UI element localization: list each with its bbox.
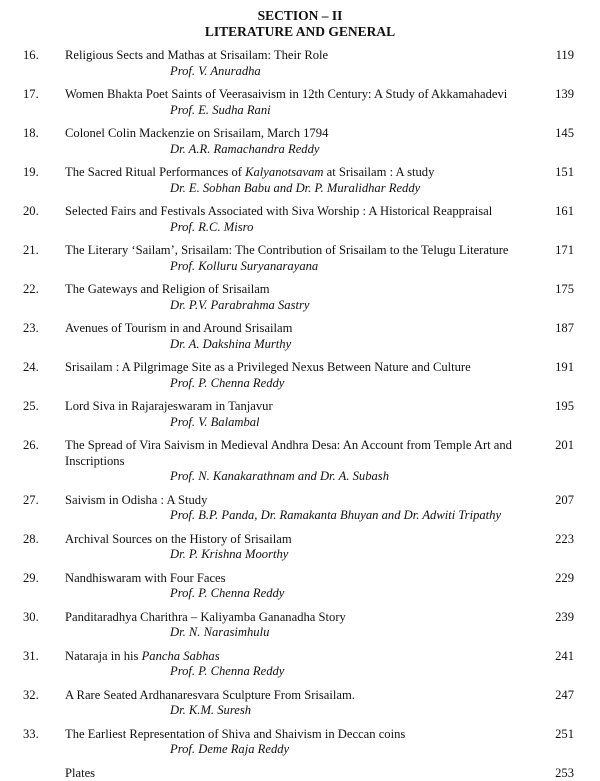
entry-title-text: The Gateways and Religion of Srisailam [65,282,270,296]
toc-entry [0,688,600,719]
toc-entry [0,438,600,485]
entry-title-pre: Nataraja in his [65,649,142,663]
entry-title-text: Srisailam : A Pilgrimage Site as a Privileged Nexus Between Nature and Culture [65,360,471,374]
entry-title-text: Panditaradhya Charithra – Kaliyamba Gananadha Story [65,610,346,624]
entry-page-number: 229 [555,571,574,587]
entry-title-text: Avenues of Tourism in and Around Srisailam [65,321,292,335]
entry-number: 17. [23,87,39,103]
entry-author: Prof. B.P. Panda, Dr. Ramakanta Bhuyan and Dr. Adwiti Tripathy [170,508,535,524]
toc-entry [0,282,600,313]
toc-entry [0,532,600,563]
entry-number: 20. [23,204,39,220]
entry-title [65,571,535,602]
toc-entry [0,493,600,524]
entry-title [65,48,535,79]
entry-page-number: 251 [555,727,574,743]
entry-author: Dr. K.M. Suresh [170,703,535,719]
entry-number: 18. [23,126,39,142]
entry-title [65,493,535,524]
entry-title-em: Pancha Sabhas [142,649,220,663]
toc-entry [0,610,600,641]
entry-title [65,204,535,235]
entry-title-text: Selected Fairs and Festivals Associated with Siva Worship : A Historical Reappraisal [65,204,492,218]
entry-title [65,399,535,430]
entry-title-text: The Spread of Vira Saivism in Medieval Andhra Desa: An Account from Temple Art and Inscriptions [65,438,512,468]
entry-author: Dr. E. Sobhan Babu and Dr. P. Muralidhar Reddy [170,181,535,197]
entry-number: 33. [23,727,39,743]
toc-entry [0,571,600,602]
entry-author: Prof. P. Chenna Reddy [170,376,535,392]
entry-number: 25. [23,399,39,415]
toc-entry [0,727,600,758]
entry-author: Prof. P. Chenna Reddy [170,586,535,602]
entry-page-number: 201 [555,438,574,454]
entry-number: 28. [23,532,39,548]
entry-number: 30. [23,610,39,626]
entry-page-number: 241 [555,649,574,665]
entry-page-number: 223 [555,532,574,548]
entry-author: Dr. A. Dakshina Murthy [170,337,535,353]
entry-author: Dr. P.V. Parabrahma Sastry [170,298,535,314]
entry-title [65,243,535,274]
toc-entry [0,360,600,391]
entry-number: 22. [23,282,39,298]
entry-number: 23. [23,321,39,337]
toc-entry [0,87,600,118]
entry-title-text: Lord Siva in Rajarajeswaram in Tanjavur [65,399,273,413]
entry-title [65,438,535,485]
entry-author: Prof. N. Kanakarathnam and Dr. A. Subash [170,469,535,485]
entry-title-post: at Srisailam : A study [323,165,434,179]
toc-entry [0,243,600,274]
entry-title-pre: The Sacred Ritual Performances of [65,165,245,179]
entry-title [65,126,535,157]
plates-page-number: 253 [555,766,574,781]
entry-page-number: 161 [555,204,574,220]
entry-title [65,321,535,352]
entry-number: 26. [23,438,39,454]
entry-title-em: Kalyanotsavam [245,165,323,179]
entry-title [65,360,535,391]
entry-author: Dr. P. Krishna Moorthy [170,547,535,563]
toc-entry [0,321,600,352]
toc-entry [0,126,600,157]
entry-title [65,282,535,313]
entry-page-number: 207 [555,493,574,509]
entry-author: Prof. Kolluru Suryanarayana [170,259,535,275]
entry-number: 16. [23,48,39,64]
entry-title [65,87,535,118]
entry-title [65,649,535,680]
section-number: SECTION – II [0,8,600,24]
entry-title [65,610,535,641]
entry-number: 27. [23,493,39,509]
entry-page-number: 175 [555,282,574,298]
entry-title [65,165,535,196]
plates-label: Plates [65,766,95,780]
section-header [0,0,600,40]
entry-page-number: 239 [555,610,574,626]
entry-title-text: Colonel Colin Mackenzie on Srisailam, March 1794 [65,126,328,140]
entry-title-text: The Earliest Representation of Shiva and Shaivism in Deccan coins [65,727,405,741]
entry-title-text: Archival Sources on the History of Srisailam [65,532,292,546]
entry-page-number: 119 [556,48,574,64]
toc-entry [0,48,600,79]
entry-number: 21. [23,243,39,259]
entry-page-number: 171 [555,243,574,259]
toc-entry [0,399,600,430]
plates-entry [0,766,600,781]
entry-title-text: The Literary ‘Sailam’, Srisailam: The Contribution of Srisailam to the Telugu Literature [65,243,509,257]
table-of-contents [0,48,600,781]
entry-page-number: 191 [555,360,574,376]
entry-title [65,532,535,563]
entry-title [65,727,535,758]
entry-page-number: 187 [555,321,574,337]
entry-page-number: 139 [555,87,574,103]
entry-number: 29. [23,571,39,587]
entry-number: 24. [23,360,39,376]
toc-entry [0,165,600,196]
entry-number: 19. [23,165,39,181]
entry-title-text: A Rare Seated Ardhanaresvara Sculpture From Srisailam. [65,688,355,702]
entry-author: Prof. R.C. Misro [170,220,535,236]
entry-author: Prof. V. Balambal [170,415,535,431]
toc-entry [0,204,600,235]
entry-author: Prof. V. Anuradha [170,64,535,80]
entry-author: Prof. P. Chenna Reddy [170,664,535,680]
entry-number: 32. [23,688,39,704]
entry-author: Dr. N. Narasimhulu [170,625,535,641]
toc-entry [0,649,600,680]
entry-page-number: 145 [555,126,574,142]
entry-title-text: Nandhiswaram with Four Faces [65,571,226,585]
entry-title [65,688,535,719]
entry-page-number: 151 [555,165,574,181]
entry-author: Dr. A.R. Ramachandra Reddy [170,142,535,158]
entry-title-text: Religious Sects and Mathas at Srisailam: Their Role [65,48,328,62]
entry-title-text: Saivism in Odisha : A Study [65,493,207,507]
entry-page-number: 195 [555,399,574,415]
section-title: LITERATURE AND GENERAL [0,24,600,40]
entry-number: 31. [23,649,39,665]
entry-page-number: 247 [555,688,574,704]
entry-title-text: Women Bhakta Poet Saints of Veerasaivism in 12th Century: A Study of Akkamahadevi [65,87,507,101]
entry-author: Prof. E. Sudha Rani [170,103,535,119]
entry-author: Prof. Deme Raja Reddy [170,742,535,758]
